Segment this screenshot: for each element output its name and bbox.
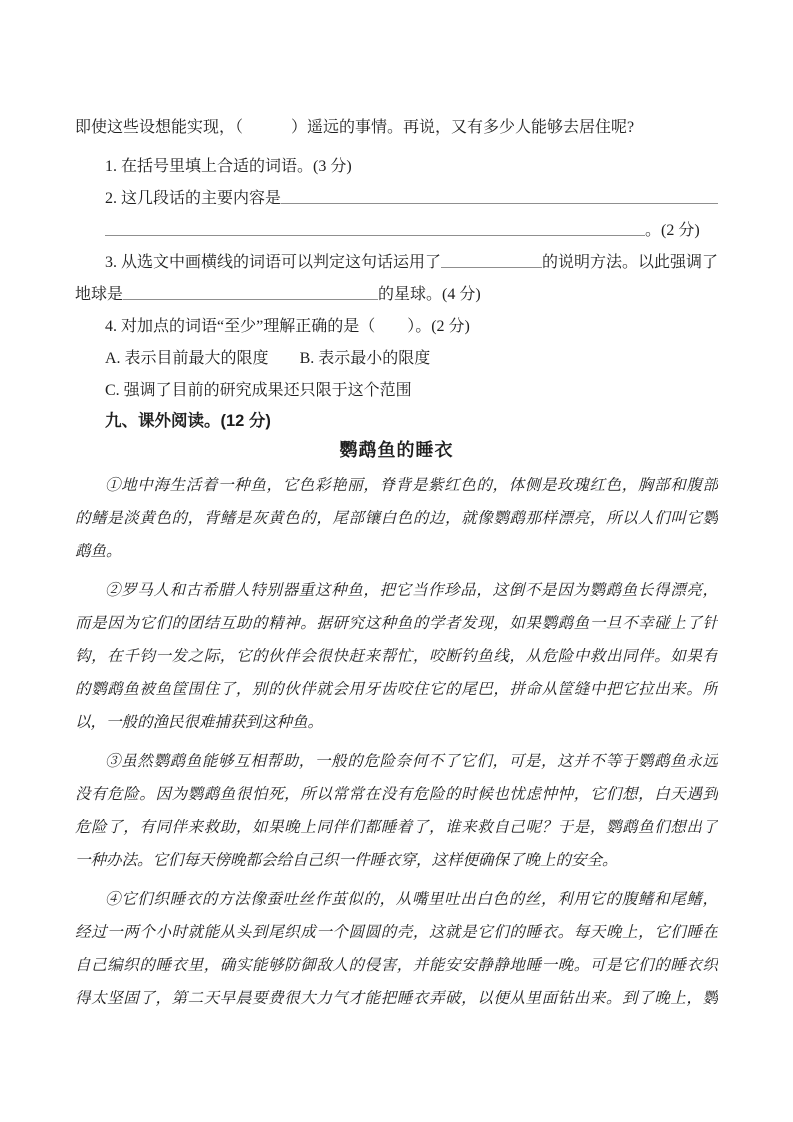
question-1-text: 1. 在括号里填上合适的词语。(3 分) — [105, 158, 352, 175]
passage-line: 的鹦鹉鱼被鱼筐围住了，别的伙伴就会用牙齿咬住它的尾巴，拼命从筐缝中把它拉出来。所 — [75, 681, 718, 698]
question-4-option-c — [75, 375, 718, 407]
passage-line: 而是因为它们的团结互助的精神。据研究这种鱼的学者发现，如果鹦鹉鱼一旦不幸碰上了针 — [75, 615, 718, 632]
passage-line: 经过一两个小时就能从头到尾织成一个圆圆的壳，这就是它们的睡衣。每天晚上，它们睡在 — [75, 924, 718, 941]
question-3-line2-lead: 地球是 — [75, 286, 124, 303]
passage-line: 以，一般的渔民很难捕获到这种鱼。 — [75, 714, 324, 731]
answer-blank-line — [105, 235, 645, 236]
excerpt-text: 即使这些设想能实现，（ ）遥远的事情。再说，又有多少人能够去居住呢? — [75, 119, 635, 136]
question-2-text: 2. 这几段话的主要内容是 — [105, 190, 282, 207]
passage-line: ④它们织睡衣的方法像蚕吐丝作茧似的，从嘴里吐出白色的丝，利用它的腹鳍和尾鳍， — [105, 891, 718, 908]
option-b: B. 表示最小的限度 — [299, 350, 431, 367]
passage-line: 得太坚固了，第二天早晨要费很大力气才能把睡衣弄破，以便从里面钻出来。到了晚上，鹦 — [75, 990, 718, 1007]
option-c: C. 强调了目前的研究成果还只限于这个范围 — [105, 382, 412, 399]
passage-line: 自己编织的睡衣里，确实能够防御敌人的侵害，并能安安静静地睡一晚。可是它们的睡衣织 — [75, 957, 718, 974]
passage-line: 鹉鱼。 — [75, 543, 122, 560]
question-3-text-after-blank: 的说明方法。以此强调了 — [541, 254, 718, 271]
passage-line: 钩，在千钧一发之际，它的伙伴会很快赶来帮忙，咬断钓鱼线，从危险中救出同伴。如果有 — [75, 648, 718, 665]
question-4-text: 4. 对加点的词语“至少”理解正确的是（ ）。(2 分) — [105, 318, 470, 335]
answer-blank-line — [123, 299, 378, 300]
passage-line: ③虽然鹦鹉鱼能够互相帮助，一般的危险奈何不了它们，可是，这并不等于鹦鹉鱼永远 — [105, 753, 718, 770]
passage-line: 没有危险。因为鹦鹉鱼很怕死，所以常常在没有危险的时候也忧虑忡忡，它们想，白天遇到 — [75, 786, 718, 803]
question-1 — [75, 151, 718, 183]
question-3-line2-tail: 的星球。(4 分) — [378, 286, 481, 303]
passage-line: 的鳍是淡黄色的，背鳍是灰黄色的，尾部镶白色的边，就像鹦鹉那样漂亮，所以人们叫它鹦 — [75, 510, 718, 527]
section-header-nine: 九、课外阅读。(12 分) — [105, 412, 271, 430]
question-4 — [75, 311, 718, 343]
question-3-line-1 — [75, 247, 718, 279]
passage-title: 鹦鹉鱼的睡衣 — [339, 440, 454, 460]
passage-line: ①地中海生活着一种鱼，它色彩艳丽，脊背是紫红色的，体侧是玫瑰红色，胸部和腹部 — [105, 477, 718, 494]
passage-body — [75, 469, 718, 1015]
answer-blank-line — [281, 203, 718, 204]
question-2-score: 。(2 分) — [645, 222, 700, 239]
answer-blank-line — [441, 267, 542, 268]
question-2-line-2 — [75, 215, 718, 247]
question-3-text: 3. 从选文中画横线的词语可以判定这句话运用了 — [105, 254, 442, 271]
passage-line: 危险了，有同伴来救助，如果晚上同伴们都睡着了，谁来救自己呢？于是，鹦鹉鱼们想出了 — [75, 819, 718, 836]
passage-line: 一种办法。它们每天傍晚都会给自己织一件睡衣穿，这样便确保了晚上的安全。 — [75, 852, 618, 869]
question-4-options-ab — [75, 343, 718, 375]
question-2-line-1 — [75, 183, 718, 215]
passage-line: ②罗马人和古希腊人特别器重这种鱼，把它当作珍品，这倒不是因为鹦鹉鱼长得漂亮， — [105, 582, 718, 599]
passage-excerpt-last-line — [75, 112, 718, 144]
question-3-line-2 — [75, 279, 718, 311]
option-a: A. 表示目前最大的限度 — [105, 350, 269, 367]
